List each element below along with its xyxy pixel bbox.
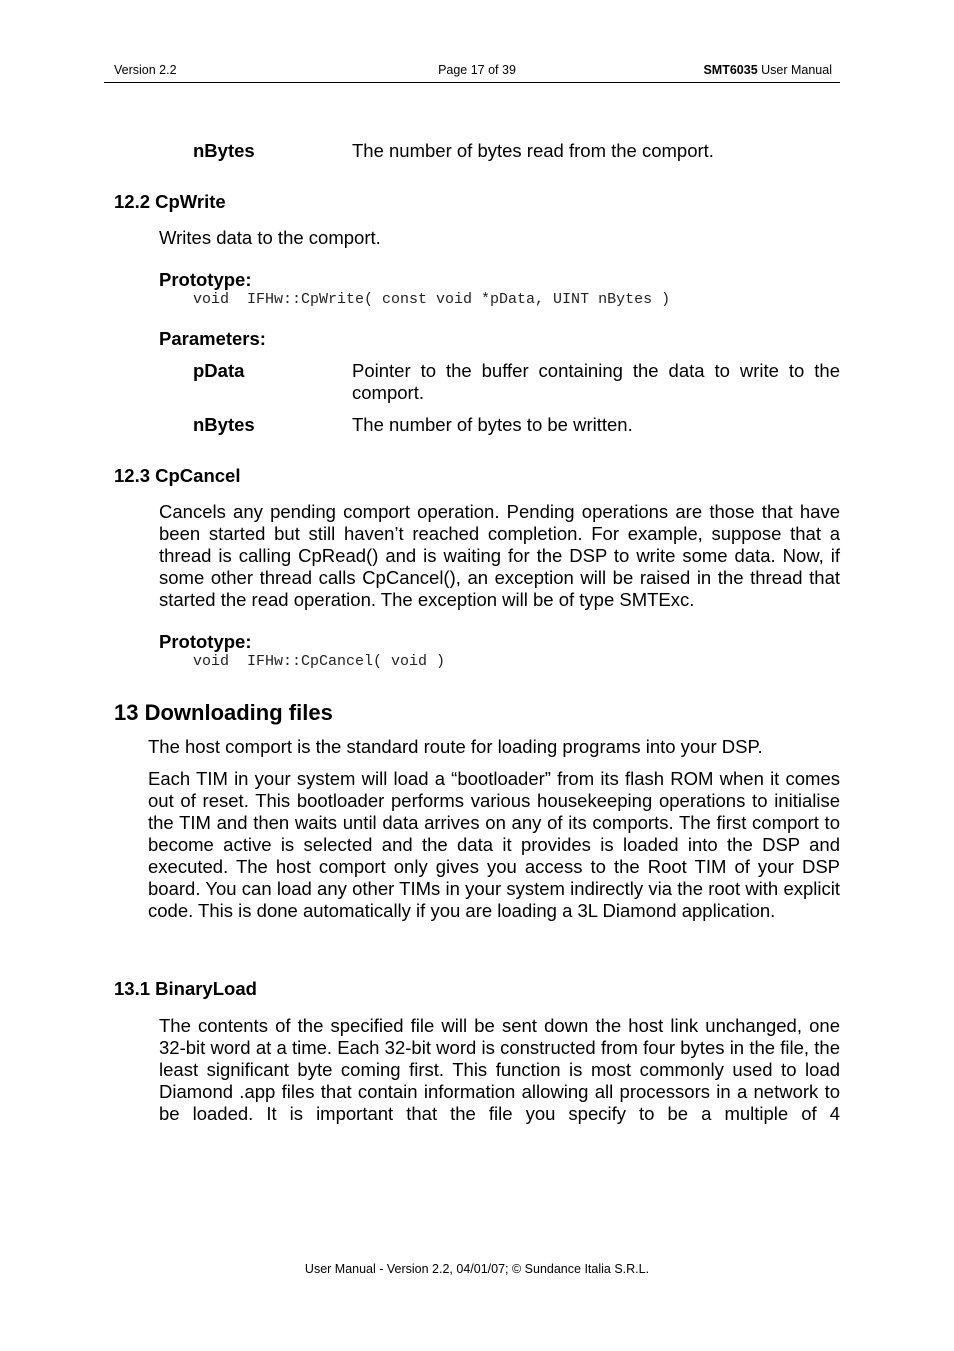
cpwrite-prototype-label: Prototype: <box>159 269 252 290</box>
cpwrite-prototype-code: void IFHw::CpWrite( const void *pData, UINT nBytes ) <box>193 291 671 308</box>
param-desc-nbytes-write: The number of bytes to be written. <box>352 414 633 435</box>
cpcancel-prototype-label: Prototype: <box>159 631 252 652</box>
downloading-intro: The host comport is the standard route for loading programs into your DSP. <box>148 736 763 757</box>
header-product: SMT6035 <box>703 63 758 77</box>
page-footer: User Manual - Version 2.2, 04/01/07; © Sundance Italia S.R.L. <box>304 1262 650 1276</box>
param-desc-nbytes-read: The number of bytes read from the comport. <box>352 140 714 161</box>
section-heading-binaryload: 13.1 BinaryLoad <box>114 978 257 999</box>
param-name-nbytes-read: nBytes <box>193 140 255 161</box>
cpcancel-body: Cancels any pending comport operation. Pending operations are those that have been started but still haven’t reached completion. For example, suppose that a thread is calling CpRead() and is waiting for the DSP to write some data. Now, if some other thread calls CpCancel(), an exception will be raised in the thread that started the read operation. The exception will be of type SMTExc. <box>159 501 840 610</box>
section-heading-cpwrite: 12.2 CpWrite <box>114 191 226 212</box>
chapter-heading-downloading-files: 13 Downloading files <box>114 700 333 725</box>
cpwrite-parameters-label: Parameters: <box>159 328 266 349</box>
cpwrite-intro: Writes data to the comport. <box>159 227 381 248</box>
header-divider <box>104 82 840 83</box>
header-version: Version 2.2 <box>114 63 177 77</box>
downloading-body: Each TIM in your system will load a “bootloader” from its flash ROM when it comes out of reset. This bootloader performs various housekeeping operations to initialise the TIM and then waits until data arrives on any of its comports. The first comport to become active is selected and the data it provides is loaded into the DSP and executed. The host comport only gives you access to the Root TIM of your DSP board. You can load any other TIMs in your system indirectly via the root with explicit code. This is done automatically if you are loading a 3L Diamond application. <box>148 768 840 921</box>
binaryload-body: The contents of the specified file will be sent down the host link unchanged, one 32-bit word at a time. Each 32-bit word is constructed from four bytes in the file, the least significant byte coming first. This function is most commonly used to load Diamond .app files that contain information allowing all processors in a network to be loaded. It is important that the file you specify to be a multiple of 4 <box>159 1015 840 1124</box>
section-heading-cpcancel: 12.3 CpCancel <box>114 465 241 486</box>
header-manual: User Manual <box>757 63 832 77</box>
param-desc-pdata: Pointer to the buffer containing the data to write to the comport. <box>352 360 840 403</box>
param-name-pdata: pData <box>193 360 245 381</box>
param-name-nbytes-write: nBytes <box>193 414 255 435</box>
header-title <box>703 62 832 78</box>
cpcancel-prototype-code: void IFHw::CpCancel( void ) <box>193 653 446 670</box>
header-page-number: Page 17 of 39 <box>438 63 516 77</box>
